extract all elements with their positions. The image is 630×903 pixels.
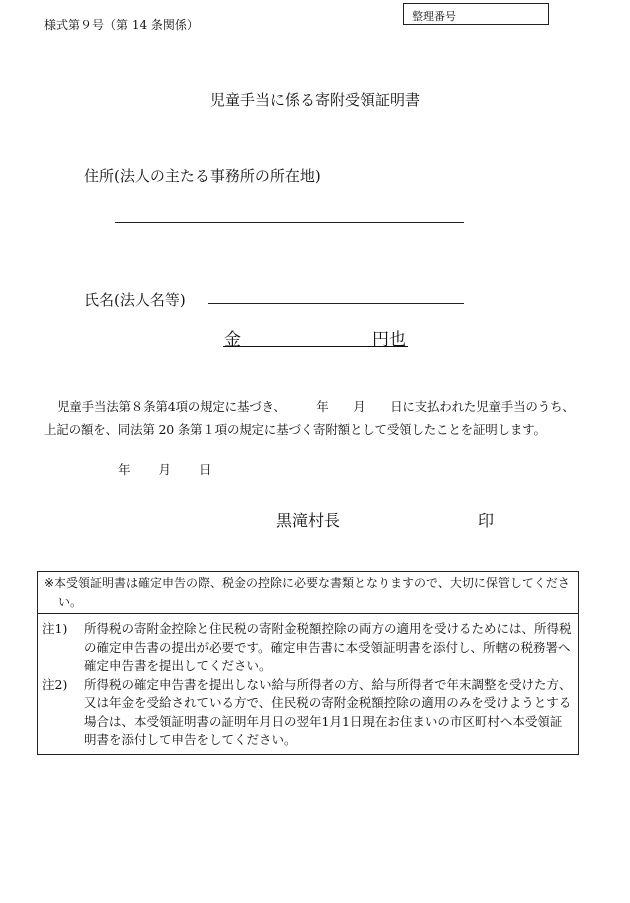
seal-mark: 印 [478,511,495,530]
issuer-name: 黒滝村長 [276,511,341,530]
issue-date: 年 月 日 [118,462,212,477]
note-text: 所得税の確定申告書を提出しない給与所得者の方、給与所得者で年末調整を受けた方、又は年金を受給されている方で、住民税の寄附金税額控除の適用のみを受けようとする場合は、本受領証明書の証明年月日の翌年1月1日現在お住まいの市区町村へ本受領証明書を添付して申告をしてください。 [84,676,572,747]
name-field-line[interactable] [208,303,464,304]
address-label: 住所(法人の主たる事務所の所在地) [84,167,321,185]
amount-prefix: 金 [224,330,241,350]
notes-warning-text: ※本受領証明書は確定申告の際、税金の控除に必要な書類となりますので、大切に保管してください。 [44,576,570,609]
certification-text-line-2: 上記の額を、同法第 20 条第１項の規定に基づく寄附額として受領したことを証明します。 [44,422,546,437]
reference-number-box[interactable] [403,3,549,25]
note-label: 注1) [42,621,68,636]
name-label: 氏名(法人名等) [84,291,186,309]
note-text: 所得税の寄附金控除と住民税の寄附金税額控除の両方の適用を受けるためには、所得税の確定申告書の提出が必要です。確定申告書に本受領証明書を添付し、所轄の税務署へ確定申告書を提出してください。 [84,621,572,673]
form-number: 様式第９号（第 14 条関係） [44,18,199,32]
reference-number-label: 整理番号 [412,10,456,23]
address-field-line[interactable] [115,222,464,223]
certification-text-line-1: 児童手当法第８条第4項の規定に基づき、 年 月 日に支払われた児童手当のうち、 [57,399,575,414]
note-item [38,676,578,750]
page-title: 児童手当に係る寄附受領証明書 [209,91,420,109]
note-label: 注2) [42,676,68,692]
notes-list [38,614,578,754]
amount-suffix: 円也 [372,330,406,350]
notes-box [37,571,579,755]
amount-field-line[interactable] [223,346,408,347]
note-item [38,617,578,676]
notes-warning [38,572,578,614]
